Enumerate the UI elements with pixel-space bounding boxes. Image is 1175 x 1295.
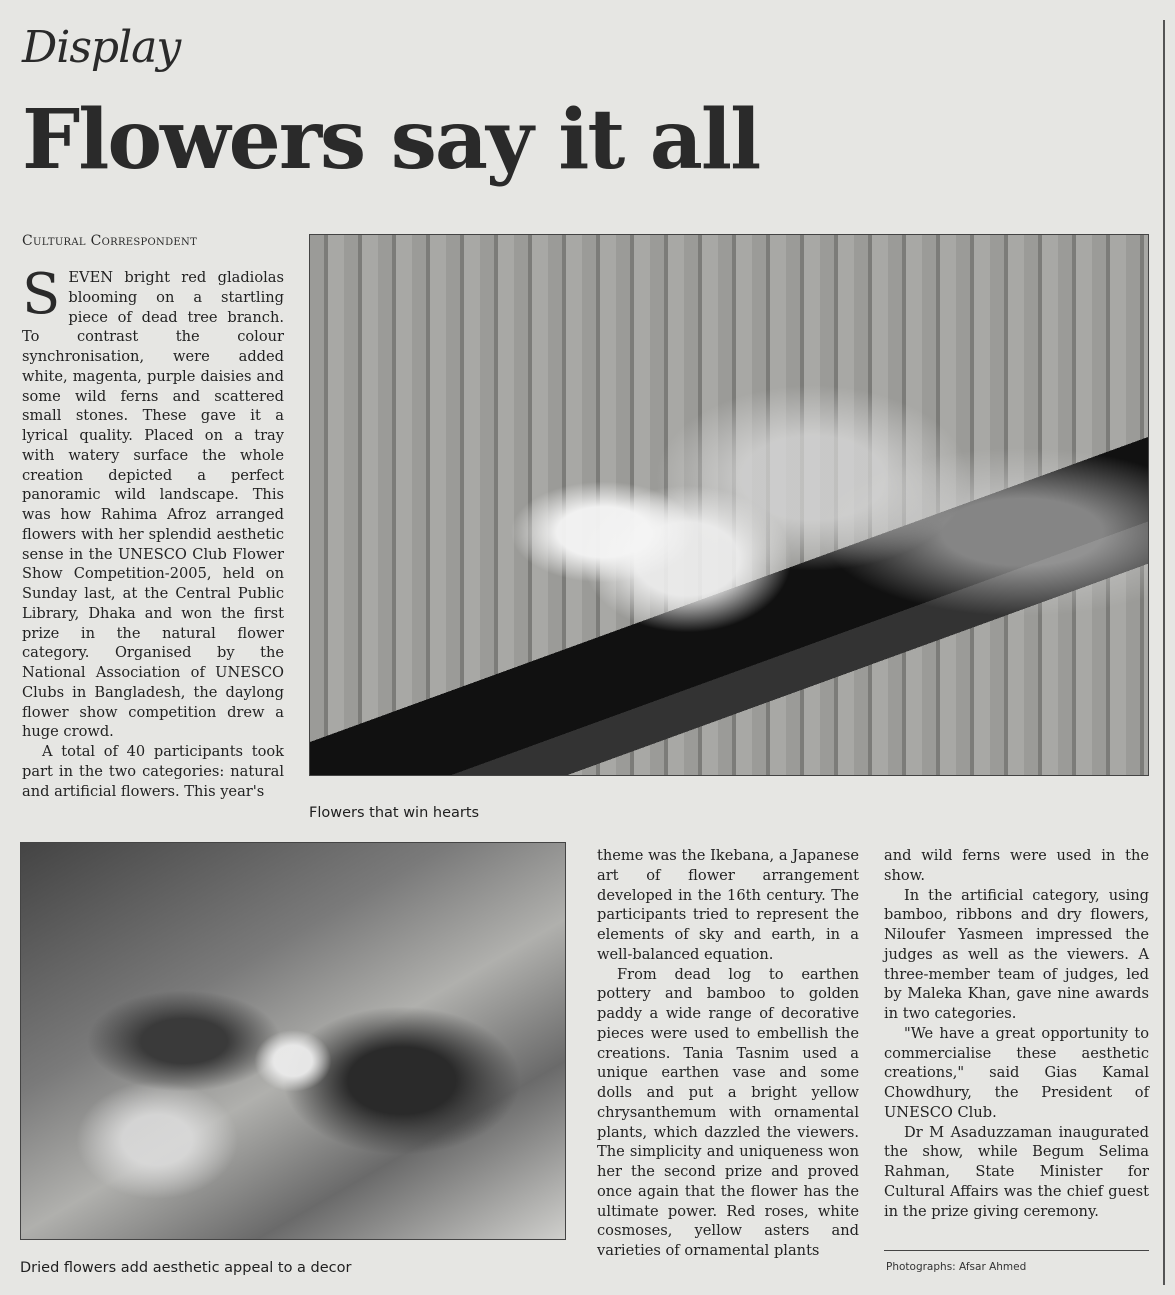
paragraph-text: EVEN bright red gladiolas blooming on a startling piece of dead tree branch. To contrast the colour synchronisation, were added white, magenta, purple daisies and some wild ferns and scattered small stones. These gave it a lyrical quality. Placed on a tray with watery surface the whole creation depicted a perfect panoramic wild landscape. This was how Rahima Afroz arranged flowers with her splendid aesthetic sense in the UNESCO Club Flower Show Competition-2005, held on Sunday last, at the Central Public Library, Dhaka and won the first prize in the natural flower category. Organised by the National Association of UNESCO Clubs in Bangladesh, the daylong flower show competition drew a huge crowd.: [22, 269, 284, 741]
section-label: Display: [22, 22, 181, 73]
article-paragraph: From dead log to earthen pottery and bamboo to golden paddy a wide range of decorative pieces were used to embellish the creations. Tania Tasnim used a unique earthen vase and some dolls and put a bright yellow chrysanthemum with ornamental plants, which dazzled the viewers. The simplicity and uniqueness won her the second prize and proved once again that the flower has the ultimate power. Red roses, white cosmoses, yellow asters and varieties of ornamental plants: [597, 965, 859, 1259]
drop-cap: S: [22, 262, 61, 327]
byline: Cultural Correspondent: [22, 233, 198, 249]
photo-caption: Flowers that win hearts: [309, 805, 480, 821]
article-paragraph: Dr M Asaduzzaman inaugurated the show, while Begum Selima Rahman, State Minister for Cultural Affairs was the chief guest in the prize giving ceremony.: [884, 1123, 1149, 1220]
headline: Flowers say it all: [22, 92, 760, 188]
photo-caption-secondary: Dried flowers add aesthetic appeal to a decor: [20, 1260, 352, 1276]
credit-divider: [884, 1250, 1149, 1251]
article-column-3: [884, 846, 1149, 1221]
article-column-1: [22, 262, 284, 801]
article-paragraph: theme was the Ikebana, a Japanese art of flower arrangement developed in the 16th century. The participants tried to represent the elements of sky and earth, in a well-balanced equation.: [597, 847, 859, 963]
article-column-2: [597, 846, 859, 1261]
article-paragraph: "We have a great opportunity to commercialise these aesthetic creations," said Gias Kamal Chowdhury, the President of UNESCO Club.: [884, 1024, 1149, 1121]
page-edge-rule: [1163, 20, 1165, 1285]
dried-flowers-photo: [20, 842, 566, 1240]
article-paragraph: and wild ferns were used in the show.: [884, 847, 1149, 884]
article-paragraph: [22, 262, 284, 742]
article-paragraph: A total of 40 participants took part in the two categories: natural and artificial flowers. This year's: [22, 743, 284, 800]
article-paragraph: In the artificial category, using bamboo, ribbons and dry flowers, Niloufer Yasmeen impressed the judges as well as the viewers. A three-member team of judges, led by Maleka Khan, gave nine awards in two categories.: [884, 886, 1149, 1022]
photo-credit: Photographs: Afsar Ahmed: [886, 1261, 1027, 1273]
flower-arrangement-photo: [309, 234, 1149, 776]
